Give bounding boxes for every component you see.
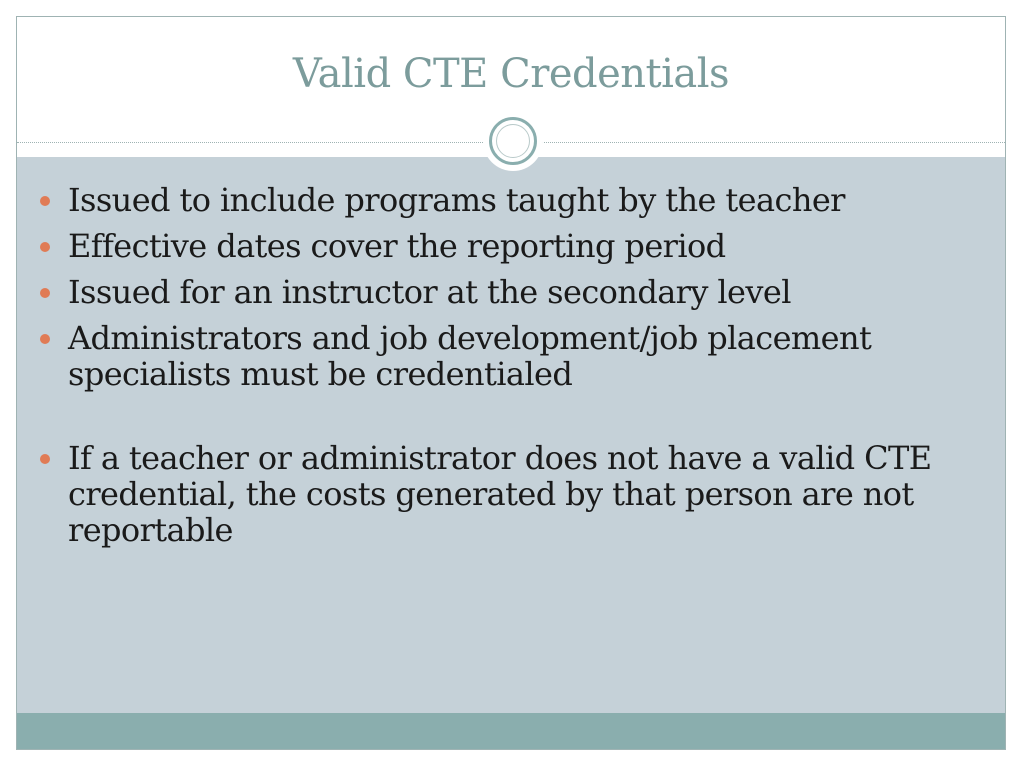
slide-title: Valid CTE Credentials bbox=[292, 51, 730, 97]
bullet-item bbox=[38, 440, 938, 548]
bullet-dot-icon bbox=[40, 454, 50, 464]
bullet-list bbox=[38, 182, 938, 558]
footer-band bbox=[17, 713, 1005, 749]
bullet-item bbox=[38, 182, 938, 218]
bullet-text: Effective dates cover the reporting period bbox=[68, 227, 726, 265]
bullet-item bbox=[38, 274, 938, 310]
bullet-dot-icon bbox=[40, 242, 50, 252]
bullet-dot-icon bbox=[40, 334, 50, 344]
bullet-text: Administrators and job development/job placement specialists must be credentialed bbox=[68, 319, 872, 393]
bullet-text: Issued for an instructor at the secondary level bbox=[68, 273, 791, 311]
bullet-item bbox=[38, 320, 938, 392]
bullet-item bbox=[38, 228, 938, 264]
bullet-text: If a teacher or administrator does not have a valid CTE credential, the costs generated by that person are not reportable bbox=[68, 439, 932, 549]
bullet-dot-icon bbox=[40, 196, 50, 206]
ring-ornament-core bbox=[496, 124, 530, 158]
bullet-text: Issued to include programs taught by the teacher bbox=[68, 181, 845, 219]
bullet-dot-icon bbox=[40, 288, 50, 298]
